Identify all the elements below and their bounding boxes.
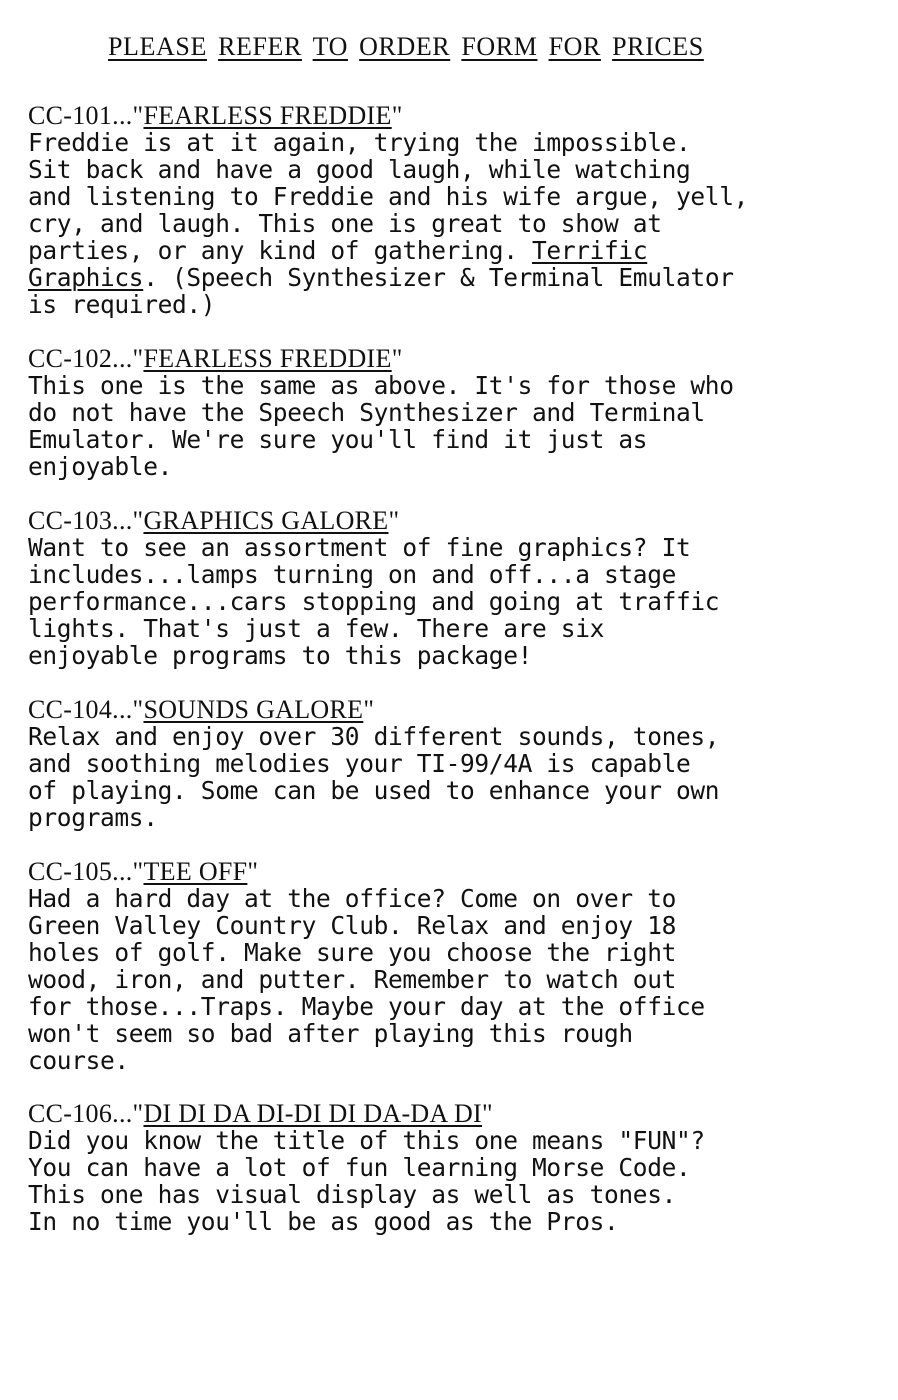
catalog-entry	[28, 858, 888, 1074]
header-word: TO	[312, 32, 349, 61]
entry-name: FEARLESS FREDDIE	[143, 101, 392, 130]
description-line: and soothing melodies your TI-99/4A is capable	[28, 749, 691, 778]
entry-title: CC-104..."SOUNDS GALORE"	[28, 695, 375, 724]
description-line: Emulator. We're sure you'll find it just as	[28, 425, 648, 454]
description-line: lights. That's just a few. There are six	[28, 614, 605, 643]
entry-code: CC-104...	[28, 695, 133, 724]
description-line: holes of golf. Make sure you choose the right	[28, 938, 677, 967]
description-line: Relax and enjoy over 30 different sounds, tones,	[28, 722, 720, 751]
entry-name: FEARLESS FREDDIE	[143, 344, 392, 373]
header-word: ORDER	[359, 32, 451, 61]
catalog-entry	[28, 1100, 888, 1235]
description-line: Freddie is at it again, trying the impossible.	[28, 128, 691, 157]
catalog-entry	[28, 696, 888, 831]
entry-title: CC-105..."TEE OFF"	[28, 857, 259, 886]
entry-name: DI DI DA DI-DI DI DA-DA DI	[143, 1099, 482, 1128]
description-line: Green Valley Country Club. Relax and enjoy 18	[28, 911, 677, 940]
entry-code: CC-105...	[28, 857, 133, 886]
description-line: programs.	[28, 803, 158, 832]
description-line: In no time you'll be as good as the Pros.	[28, 1207, 619, 1236]
entry-description	[28, 885, 888, 1074]
description-line: cry, and laugh. This one is great to show at	[28, 209, 662, 238]
entry-code: CC-101...	[28, 101, 133, 130]
description-emphasis: Graphics	[28, 263, 144, 292]
entry-code: CC-103...	[28, 506, 133, 535]
entry-title: CC-103..."GRAPHICS GALORE"	[28, 506, 400, 535]
entry-code: CC-102...	[28, 344, 133, 373]
description-line: You can have a lot of fun learning Morse Code.	[28, 1153, 691, 1182]
header-word: REFER	[218, 32, 302, 61]
entry-description	[28, 534, 888, 669]
description-line: won't seem so bad after playing this rough	[28, 1019, 633, 1048]
catalog-entry	[28, 345, 888, 480]
description-line: Had a hard day at the office? Come on over to	[28, 884, 677, 913]
description-line: Sit back and have a good laugh, while watching	[28, 155, 691, 184]
page-header	[108, 32, 704, 62]
catalog-entry	[28, 507, 888, 669]
description-line: wood, iron, and putter. Remember to watch out	[28, 965, 677, 994]
description-line: of playing. Some can be used to enhance your own	[28, 776, 720, 805]
entry-name: GRAPHICS GALORE	[143, 506, 389, 535]
description-line: Want to see an assortment of fine graphics? It	[28, 533, 691, 562]
description-line: for those...Traps. Maybe your day at the office	[28, 992, 705, 1021]
description-line: is required.)	[28, 290, 216, 319]
description-segment: parties, or any kind of gathering.	[28, 236, 533, 265]
description-line: enjoyable programs to this package!	[28, 641, 533, 670]
description-line: performance...cars stopping and going at traffic	[28, 587, 720, 616]
description-line: Did you know the title of this one means "FUN"?	[28, 1126, 705, 1155]
description-line	[28, 237, 888, 264]
description-emphasis: Terrific	[532, 236, 648, 265]
entry-title: CC-102..."FEARLESS FREDDIE"	[28, 344, 403, 373]
header-word: FORM	[461, 32, 538, 61]
entry-description	[28, 129, 888, 318]
entry-title: CC-106..."DI DI DA DI-DI DI DA-DA DI"	[28, 1099, 493, 1128]
entry-description	[28, 1127, 888, 1235]
header-word: FOR	[548, 32, 601, 61]
description-line: course.	[28, 1046, 129, 1075]
header-word: PRICES	[612, 32, 704, 61]
description-line: This one is the same as above. It's for those who	[28, 371, 734, 400]
description-line: includes...lamps turning on and off...a stage	[28, 560, 677, 589]
entry-description	[28, 723, 888, 831]
catalog-entry	[28, 102, 888, 318]
header-word: PLEASE	[108, 32, 207, 61]
description-line: enjoyable.	[28, 452, 173, 481]
description-line: do not have the Speech Synthesizer and Terminal	[28, 398, 705, 427]
entry-title: CC-101..."FEARLESS FREDDIE"	[28, 101, 403, 130]
description-line: This one has visual display as well as tones.	[28, 1180, 677, 1209]
entry-name: TEE OFF	[143, 857, 248, 886]
description-segment: . (Speech Synthesizer & Terminal Emulator	[143, 263, 734, 292]
description-line	[28, 264, 888, 291]
entry-code: CC-106...	[28, 1099, 133, 1128]
entry-name: SOUNDS GALORE	[143, 695, 364, 724]
entry-description	[28, 372, 888, 480]
description-line: and listening to Freddie and his wife argue, yell,	[28, 182, 749, 211]
